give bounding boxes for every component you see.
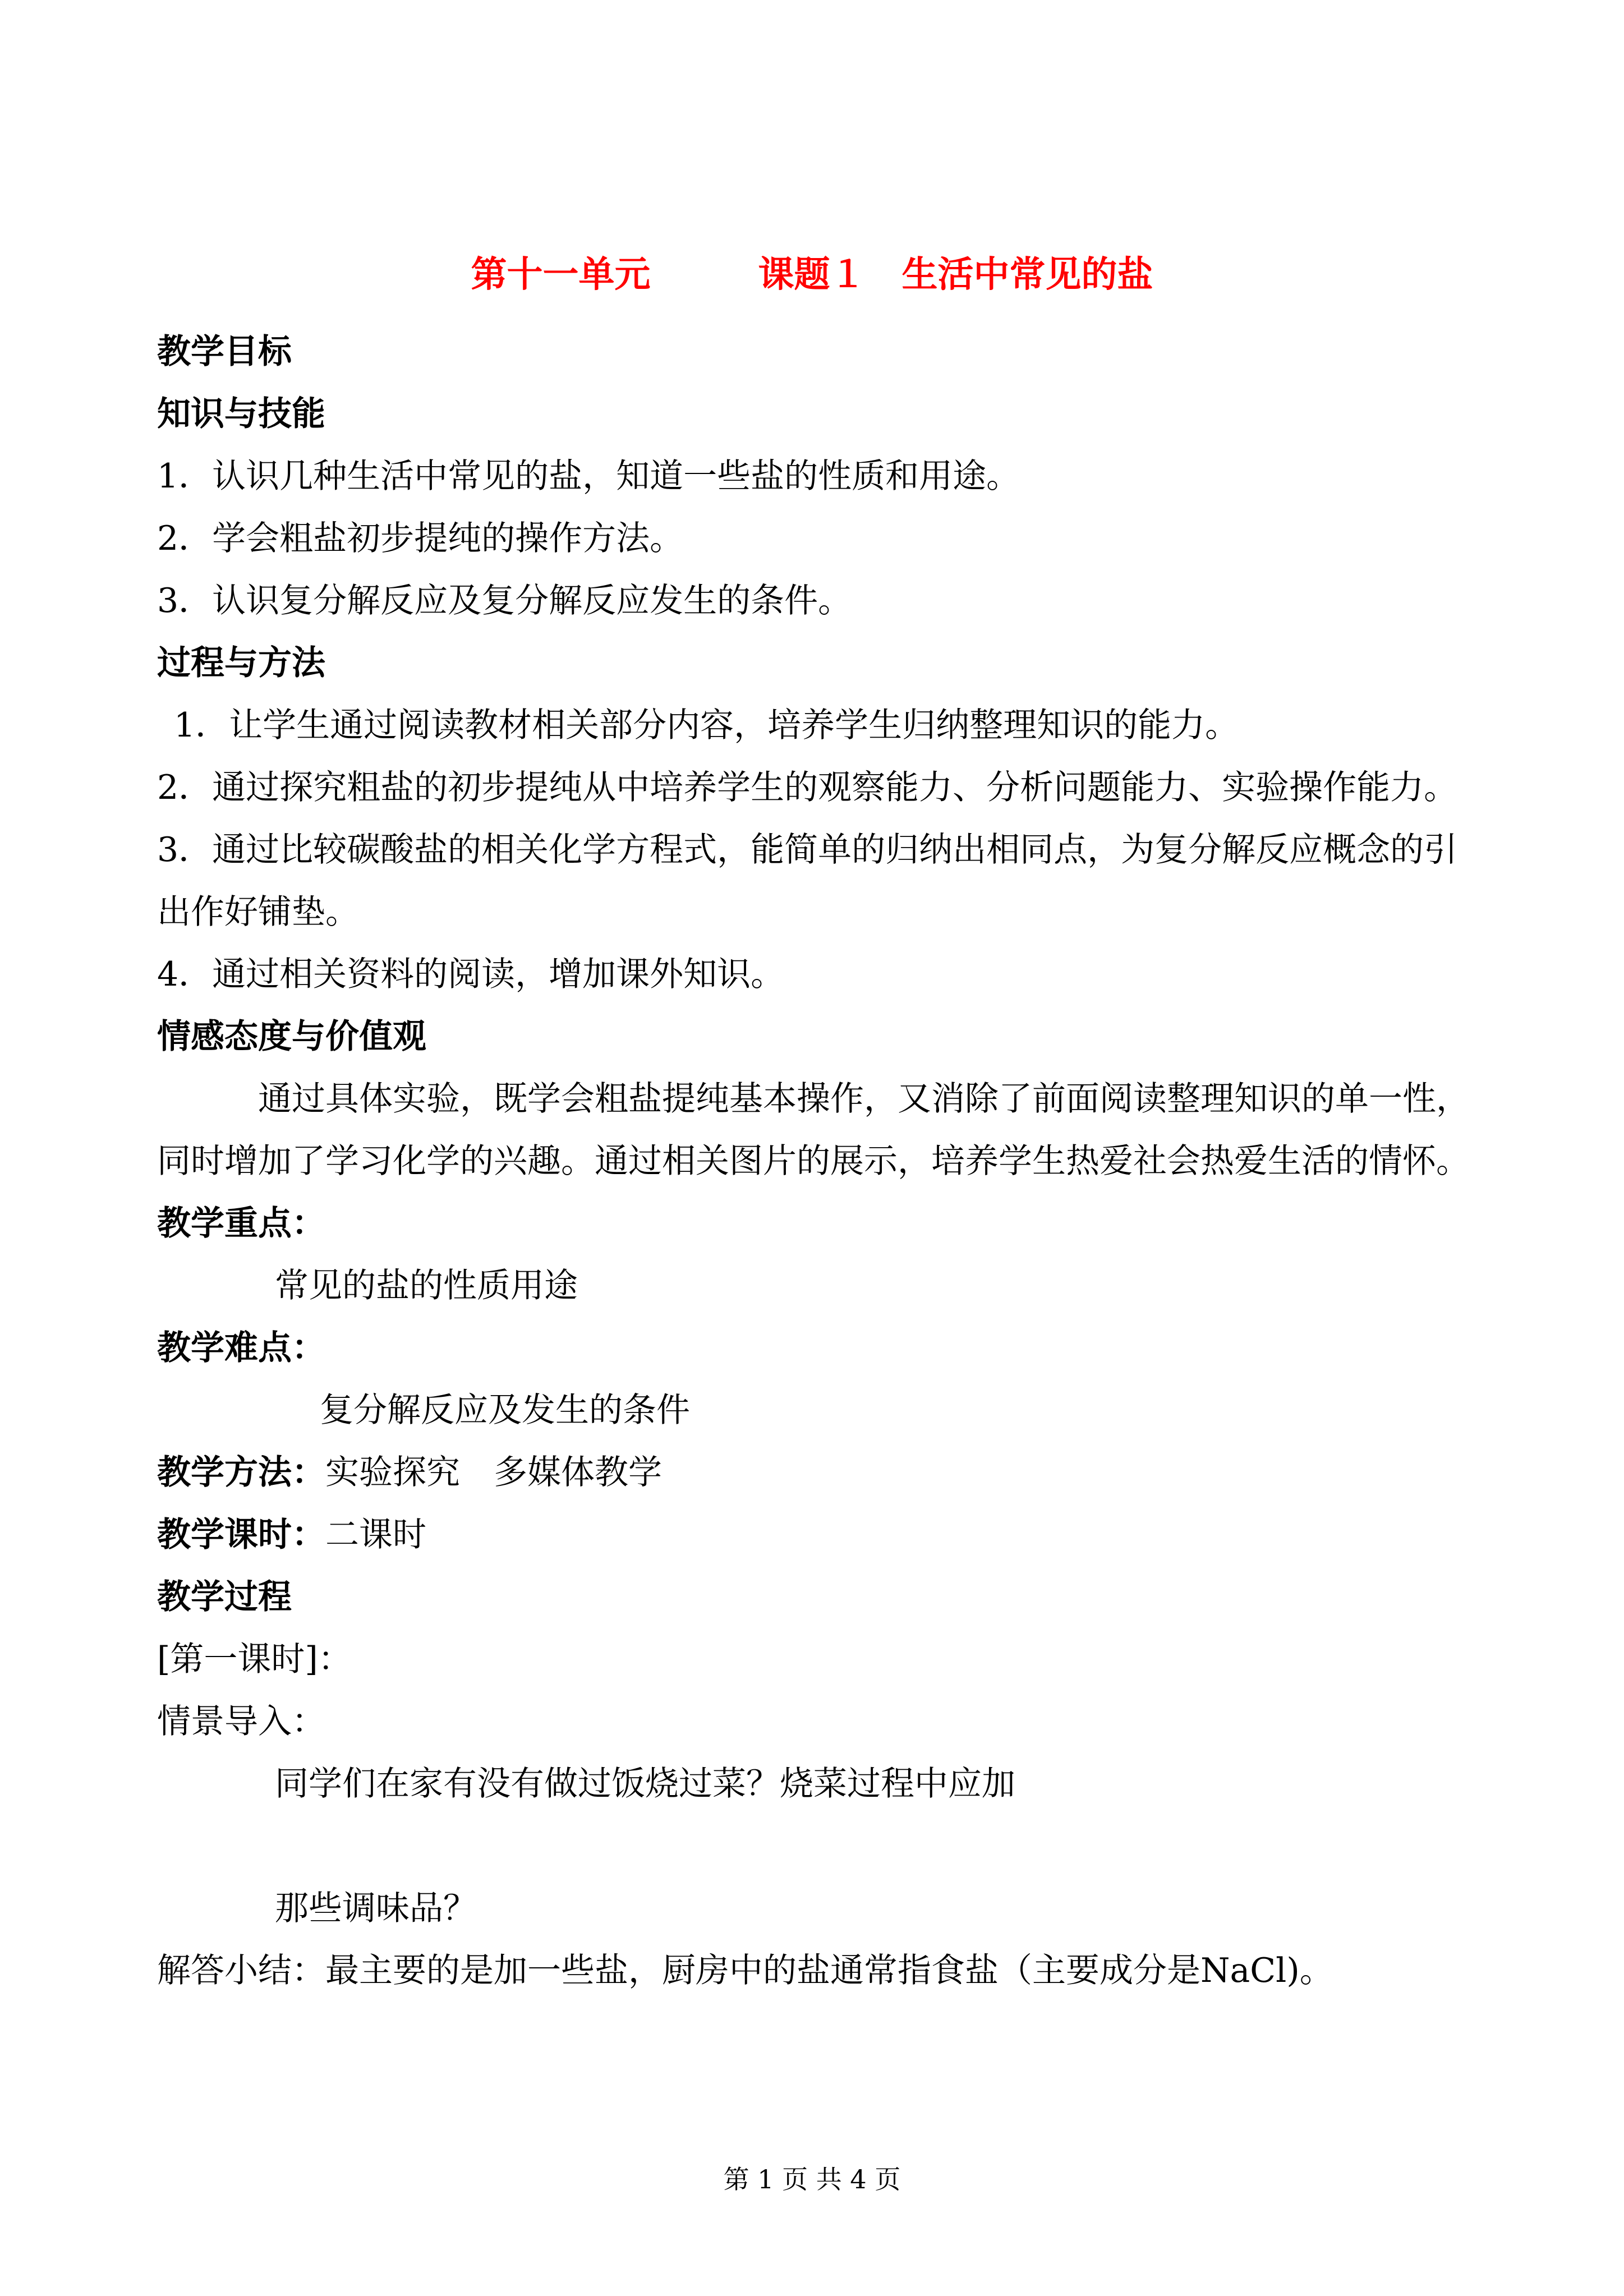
emotion-heading: 情感态度与价值观 xyxy=(157,1017,426,1056)
blank-gap xyxy=(157,1815,1487,1878)
difficulty-text: 复分解反应及发生的条件 xyxy=(320,1391,690,1430)
first-lesson-label xyxy=(157,1628,1487,1691)
scene-question-line-1: 同学们在家有没有做过饭烧过菜？烧菜过程中应加 xyxy=(275,1764,1015,1803)
document-body xyxy=(157,321,1487,2002)
hours-label: 教学课时： xyxy=(157,1515,325,1554)
knowledge-item: 2．学会粗盐初步提纯的操作方法。 xyxy=(157,519,684,558)
first-lesson-text: [第一课时]： xyxy=(157,1640,352,1679)
answer-summary: 解答小结：最主要的是加一些盐，厨房中的盐通常指食盐（主要成分是NaCl)。 xyxy=(157,1951,1333,1990)
process-item: 3．通过比较碳酸盐的相关化学方程式，能简单的归纳出相同点，为复分解反应概念的引出作好铺垫。 xyxy=(157,830,1458,932)
key-point-text: 常见的盐的性质用途 xyxy=(275,1266,578,1305)
document-title: 第十一单元 课题１ 生活中常见的盐 xyxy=(471,254,1153,296)
scene-intro-label: 情景导入： xyxy=(157,1702,325,1741)
process-method-heading: 过程与方法 xyxy=(157,643,325,683)
emotion-paragraph: 通过具体实验，既学会粗盐提纯基本操作，又消除了前面阅读整理知识的单一性，同时增加了学习化学的兴趣。通过相关图片的展示，培养学生热爱社会热爱生活的情怀。 xyxy=(157,1079,1470,1181)
method-text: 实验探究 多媒体教学 xyxy=(325,1453,662,1492)
knowledge-item: 3．认识复分解反应及复分解反应发生的条件。 xyxy=(157,581,852,620)
teaching-process-heading: 教学过程 xyxy=(157,1577,292,1617)
process-item: 1．让学生通过阅读教材相关部分内容，培养学生归纳整理知识的能力。 xyxy=(174,706,1239,745)
process-item: 2．通过探究粗盐的初步提纯从中培养学生的观察能力、分析问题能力、实验操作能力。 xyxy=(157,768,1458,807)
objectives-heading: 教学目标 xyxy=(157,332,292,371)
method-label: 教学方法： xyxy=(157,1453,325,1492)
teaching-hours-row xyxy=(157,1504,1487,1566)
hours-text: 二课时 xyxy=(325,1515,426,1554)
knowledge-heading: 知识与技能 xyxy=(157,394,325,434)
teaching-method-row xyxy=(157,1442,1487,1504)
page-footer: 第 1 页 共 4 页 xyxy=(723,2164,901,2194)
process-item: 4．通过相关资料的阅读，增加课外知识。 xyxy=(157,955,785,994)
difficulty-label: 教学难点： xyxy=(157,1328,325,1368)
scene-question-line-2: 那些调味品？ xyxy=(275,1889,477,1928)
key-point-label: 教学重点： xyxy=(157,1204,325,1243)
knowledge-item: 1．认识几种生活中常见的盐，知道一些盐的性质和用途。 xyxy=(157,457,1020,496)
